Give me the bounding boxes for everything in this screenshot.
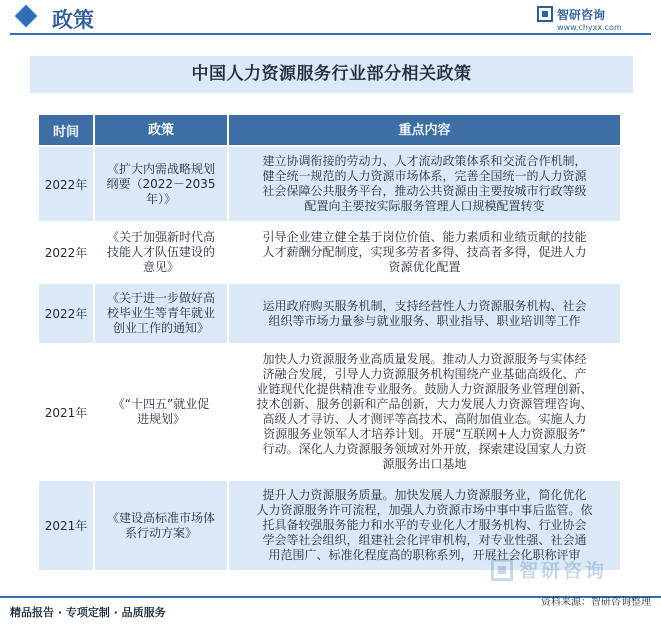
brand-url: www.chyxx.com — [557, 23, 622, 32]
table-row — [39, 223, 620, 282]
policy-line: 技能人才队伍建设的 — [106, 245, 215, 259]
data-source: 资料来源：智研咨询整理 — [541, 597, 651, 608]
cell-policy — [95, 481, 227, 570]
cell-content — [229, 223, 620, 282]
column-header-policy: 政策 — [95, 115, 227, 145]
cell-content — [229, 284, 620, 343]
policy-line: 《扩大内需战略规划 — [106, 161, 215, 176]
content-line: 资源优化配置 — [388, 260, 461, 274]
policy-line: 年）》 — [145, 191, 176, 206]
cell-policy — [95, 223, 227, 282]
content-line: 学会等社会组织，组建社会化评审机构，对专业性强、社会通 — [262, 533, 587, 547]
title-band — [30, 56, 633, 93]
policy-line: 《关于进一步做好高 — [106, 291, 215, 305]
content-line: 托具备较强服务能力和水平的专业化人才服务机构、行业协会 — [262, 518, 587, 532]
cell-content — [229, 345, 620, 479]
table-header-row — [39, 115, 620, 145]
content-line: 加快人力资源服务业高质量发展。推动人力资源服务与实体经 — [262, 352, 587, 366]
content-line: 济融合发展，引导人力资源服务机构围绕产业基础高级化、产 — [262, 367, 587, 381]
policy-line: 《建设高标准市场体 — [106, 510, 215, 525]
content-line: 提升人力资源服务质量。加快发展人力资源服务业，简化优化 — [262, 488, 587, 502]
cell-policy — [95, 345, 227, 479]
cell-policy — [95, 284, 227, 343]
cell-year: 2022年 — [39, 147, 93, 221]
column-header-content: 重点内容 — [229, 115, 620, 145]
table-row — [39, 345, 620, 479]
cell-year: 2021年 — [39, 345, 93, 479]
policy-line: 《关于加强新时代高 — [106, 230, 215, 244]
table-row — [39, 147, 620, 221]
cell-policy — [95, 147, 227, 221]
table-row — [39, 284, 620, 343]
column-header-time: 时间 — [39, 115, 93, 145]
content-line: 建立协调衔接的劳动力、人才流动政策体系和交流合作机制， — [262, 154, 587, 168]
policy-line: 纲要（2022－2035 — [106, 176, 216, 191]
policy-line: 校毕业生等青年就业 — [106, 306, 215, 320]
cell-year: 2021年 — [39, 481, 93, 570]
cell-year: 2022年 — [39, 284, 93, 343]
content-line: 用范围广、标准化程度高的职称系列，开展社会化职称评审 — [268, 548, 581, 562]
brand-logo-icon — [537, 6, 553, 22]
content-line: 高级人才寻访、人才测评等高技术、高附加值业态。实施人力 — [262, 412, 587, 426]
content-line: 行动。深化人力资源服务领域对外开放，探索建设国家人力资 — [262, 442, 587, 456]
policy-line: 进规划》 — [136, 412, 185, 426]
policy-line: 《“十四五”就业促 — [112, 397, 210, 411]
content-line: 技术创新、服务创新和产品创新，大力发展人力资源管理咨询、 — [256, 397, 593, 411]
brand-logo — [537, 6, 647, 36]
watermark — [491, 556, 651, 586]
content-line: 运用政府购买服务机制，支持经营性人力资源服务机构、社会 — [262, 298, 587, 313]
policy-line: 创业工作的通知》 — [112, 321, 209, 335]
content-line: 组织等市场力量参与就业服务、职业指导、职业培训等工作 — [268, 313, 581, 328]
page-title: 中国人力资源服务行业部分相关政策 — [191, 64, 472, 84]
content-line: 人才薪酬分配制度，实现多劳者多得、技高者多得，促进人力 — [262, 245, 587, 259]
content-line: 源服务出口基地 — [382, 457, 467, 471]
content-line: 业链现代化提供精准专业服务。鼓励人力资源服务业管理创新、 — [256, 382, 593, 396]
content-line: 社会保障公共服务平台，推动公共资源由主要按城市行政等级 — [262, 184, 587, 198]
policy-line: 系行动方案》 — [124, 525, 197, 540]
content-line: 资源服务业领军人才培养计划。开展“互联网+人力资源服务” — [263, 427, 586, 441]
section-diamond-icon — [15, 5, 38, 28]
content-line: 人力资源服务许可流程，加强人力资源市场中事中事后监管。依 — [256, 503, 593, 517]
footer-slogan: 精品报告 · 专项定制 · 品质服务 — [10, 606, 166, 619]
watermark-logo-icon — [491, 559, 513, 581]
brand-name: 智研咨询 — [557, 8, 606, 22]
policy-line: 意见》 — [142, 260, 179, 274]
cell-content — [229, 147, 620, 221]
content-line: 配置向主要按实际服务管理人口规模配置转变 — [304, 199, 545, 213]
section-title: 政策 — [52, 8, 94, 32]
cell-year: 2022年 — [39, 223, 93, 282]
content-line: 引导企业建立健全基于岗位价值、能力素质和业绩贡献的技能 — [262, 230, 587, 244]
content-line: 健全统一规范的人力资源市场体系，完善全国统一的人力资源 — [262, 169, 587, 183]
watermark-text: 智研咨询 — [519, 560, 608, 582]
